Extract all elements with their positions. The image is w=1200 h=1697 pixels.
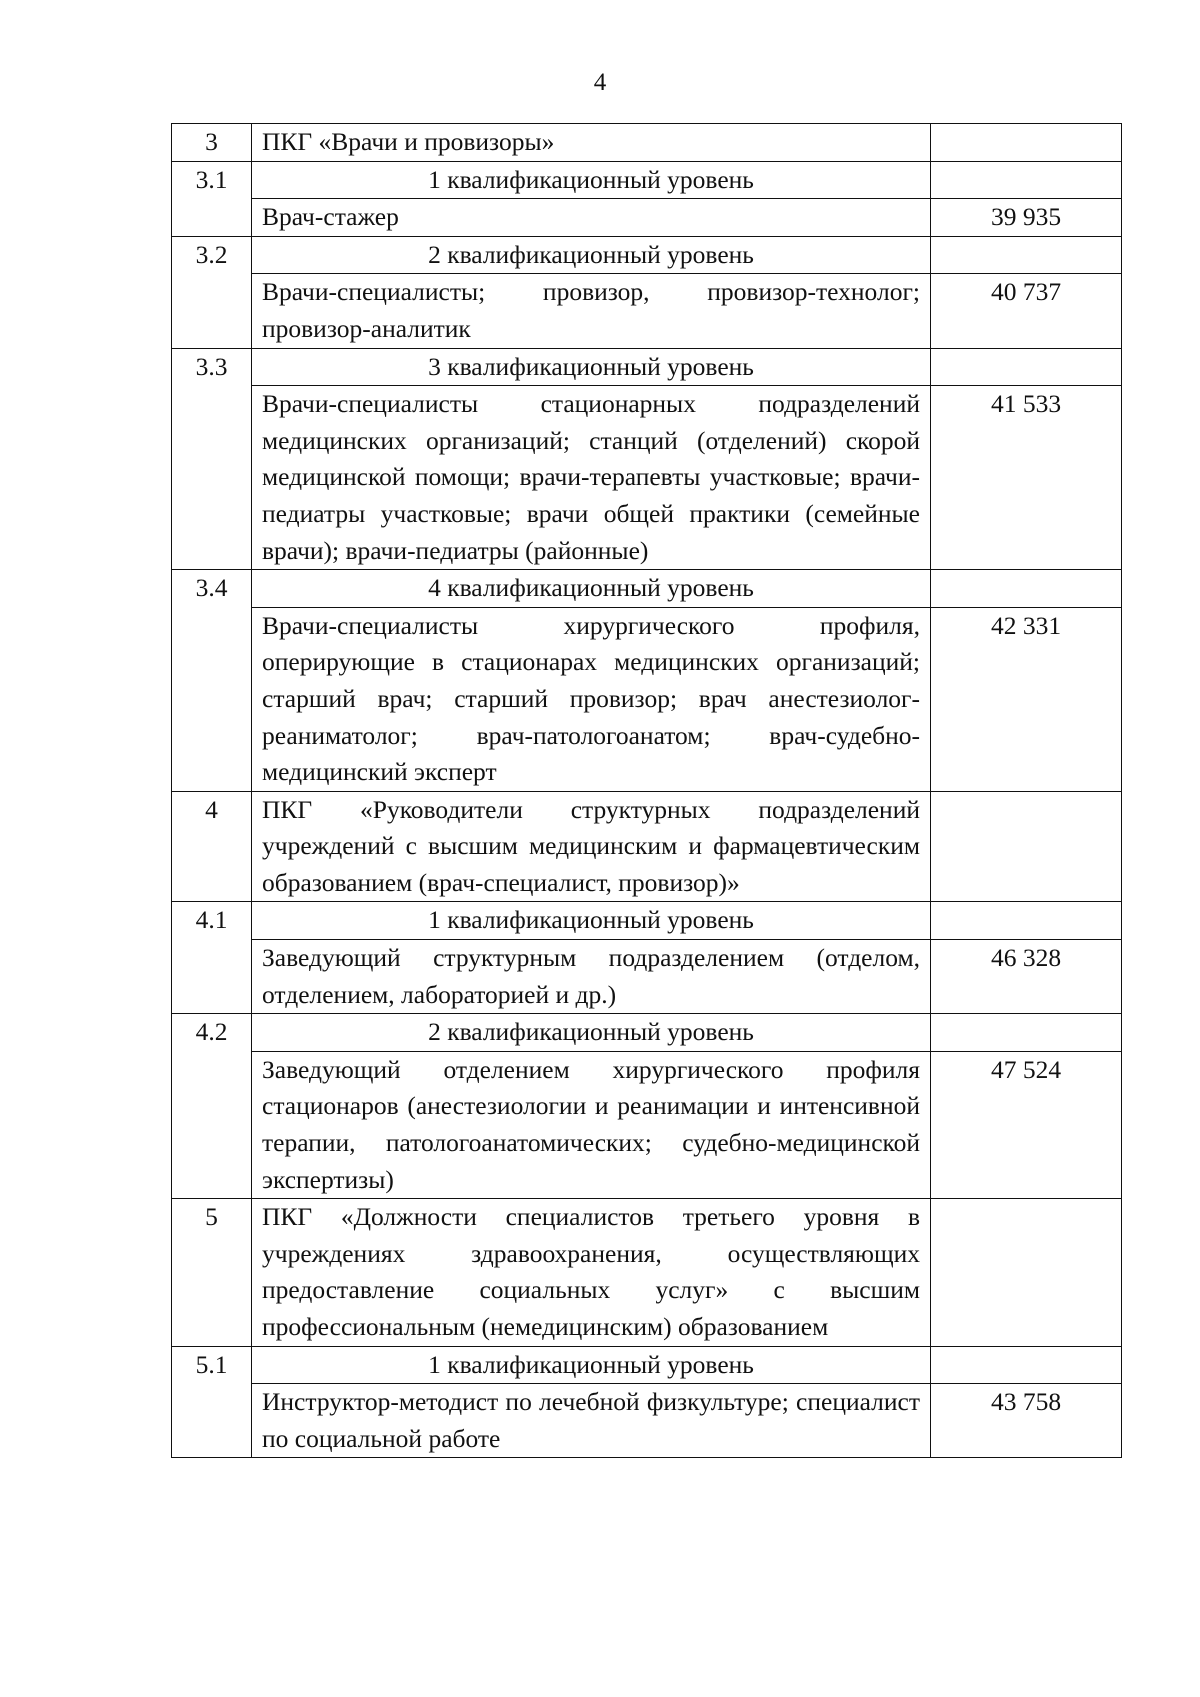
position-list: Врач-стажер bbox=[252, 199, 931, 237]
salary-value bbox=[931, 902, 1122, 940]
salary-value: 40 737 bbox=[931, 274, 1122, 348]
table-row bbox=[172, 274, 1122, 348]
row-number: 3.4 bbox=[172, 570, 252, 792]
salary-value: 41 533 bbox=[931, 386, 1122, 570]
row-number: 5.1 bbox=[172, 1346, 252, 1458]
qualification-level: 1 квалификационный уровень bbox=[252, 902, 931, 940]
salary-value bbox=[931, 1199, 1122, 1346]
table-row bbox=[172, 902, 1122, 940]
row-number: 4 bbox=[172, 791, 252, 902]
qualification-level: 2 квалификационный уровень bbox=[252, 1014, 931, 1052]
table-row bbox=[172, 1051, 1122, 1198]
salary-value bbox=[931, 161, 1122, 199]
salary-value bbox=[931, 570, 1122, 608]
salary-value bbox=[931, 236, 1122, 274]
table-row bbox=[172, 607, 1122, 791]
table-row bbox=[172, 348, 1122, 386]
salary-value: 42 331 bbox=[931, 607, 1122, 791]
table-row bbox=[172, 1384, 1122, 1458]
table-row bbox=[172, 1199, 1122, 1346]
salary-value: 43 758 bbox=[931, 1384, 1122, 1458]
position-list: Врачи-специалисты; провизор, провизор-технолог; провизор-аналитик bbox=[252, 274, 931, 348]
qualification-level: 1 квалификационный уровень bbox=[252, 161, 931, 199]
salary-value bbox=[931, 348, 1122, 386]
qualification-level: 3 квалификационный уровень bbox=[252, 348, 931, 386]
table-row bbox=[172, 386, 1122, 570]
table-row bbox=[172, 1346, 1122, 1384]
row-number: 3.2 bbox=[172, 236, 252, 348]
salary-value bbox=[931, 791, 1122, 902]
position-list: Заведующий структурным подразделением (отделом, отделением, лабораторией и др.) bbox=[252, 940, 931, 1014]
qualification-level: 1 квалификационный уровень bbox=[252, 1346, 931, 1384]
table-row bbox=[172, 940, 1122, 1014]
salary-value bbox=[931, 124, 1122, 162]
table-row bbox=[172, 199, 1122, 237]
qualification-level: 4 квалификационный уровень bbox=[252, 570, 931, 608]
salary-value: 47 524 bbox=[931, 1051, 1122, 1198]
salary-table bbox=[171, 123, 1122, 1458]
table-row bbox=[172, 791, 1122, 902]
salary-value: 39 935 bbox=[931, 199, 1122, 237]
group-title: ПКГ «Руководители структурных подразделений учреждений с высшим медицинским и фармацевтическим образованием (врач-специалист, провизор)» bbox=[252, 791, 931, 902]
row-number: 5 bbox=[172, 1199, 252, 1346]
table-row bbox=[172, 161, 1122, 199]
row-number: 3.1 bbox=[172, 161, 252, 236]
group-title: ПКГ «Должности специалистов третьего уровня в учреждениях здравоохранения, осуществляющих предоставление социальных услуг» с высшим профессиональным (немедицинским) образованием bbox=[252, 1199, 931, 1346]
position-list: Инструктор-методист по лечебной физкультуре; специалист по социальной работе bbox=[252, 1384, 931, 1458]
position-list: Врачи-специалисты стационарных подразделений медицинских организаций; станций (отделений) скорой медицинской помощи; врачи-терапевты участковые; врачи-педиатры участковые; врачи общей практики (семейные врачи); врачи-педиатры (районные) bbox=[252, 386, 931, 570]
row-number: 4.2 bbox=[172, 1014, 252, 1199]
salary-value: 46 328 bbox=[931, 940, 1122, 1014]
position-list: Врачи-специалисты хирургического профиля, оперирующие в стационарах медицинских организаций; старший врач; старший провизор; врач анестезиолог-реаниматолог; врач-патологоанатом; врач-судебно-медицинский эксперт bbox=[252, 607, 931, 791]
position-list: Заведующий отделением хирургического профиля стационаров (анестезиологии и реанимации и интенсивной терапии, патологоанатомических; судебно-медицинской экспертизы) bbox=[252, 1051, 931, 1198]
qualification-level: 2 квалификационный уровень bbox=[252, 236, 931, 274]
group-title: ПКГ «Врачи и провизоры» bbox=[252, 124, 931, 162]
salary-value bbox=[931, 1346, 1122, 1384]
page-number: 4 bbox=[593, 69, 607, 96]
table-row bbox=[172, 570, 1122, 608]
row-number: 4.1 bbox=[172, 902, 252, 1014]
table-row bbox=[172, 236, 1122, 274]
table-row bbox=[172, 1014, 1122, 1052]
salary-value bbox=[931, 1014, 1122, 1052]
row-number: 3 bbox=[172, 124, 252, 162]
table-row bbox=[172, 124, 1122, 162]
row-number: 3.3 bbox=[172, 348, 252, 570]
